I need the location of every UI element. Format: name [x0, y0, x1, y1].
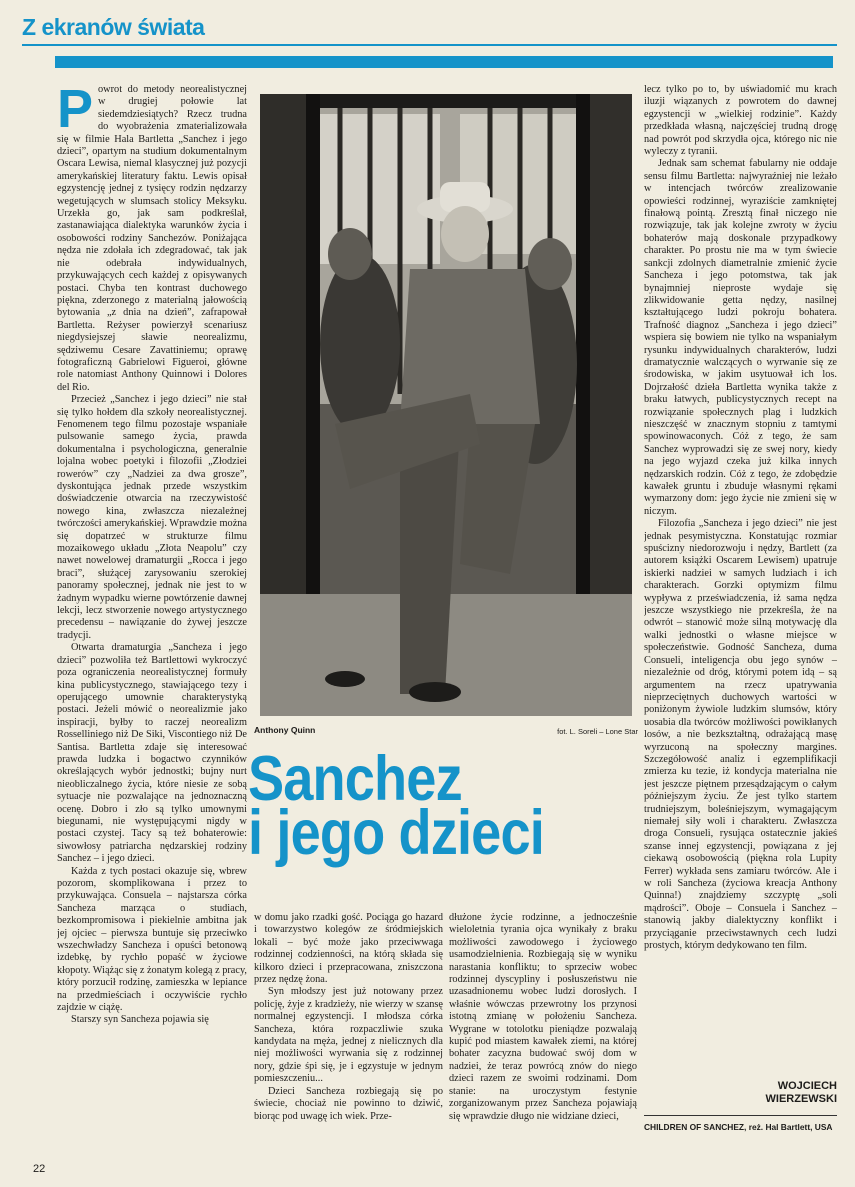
credits-rule: [644, 1115, 837, 1116]
title-line-2: i jego dzieci: [248, 798, 544, 868]
page-number: 22: [33, 1163, 46, 1175]
section-header: Z ekranów świata: [22, 14, 205, 40]
paragraph: Filozofia „Sancheza i jego dzieci” nie jest jednak pesymistyczna. Konstatując rozmiar spuścizny niedorozwoju i nędzy, Bartlett (za autorem książki Oscarem Lewisem) upatruje iskierki nadziei w samych ludziach i ich charakterach. Gorzki optymizm filmu wypływa z przeświadczenia, iż sama nędza jeszcze wszystkiego nie przekreśla, że na odwrót – stanowić może silną motywację dla walki jednostki o własne miejsce w społeczeństwie. Godność Sancheza, duma Consueli, inteligencja obu jego synów – niezależnie od dróg, którymi potem idą – są argumentem na rzecz upatrywania nieprzeciętnych duchowych wartości w poniżonym żywiole ludzkim slumsów, który uosabia dla twórców możliwości powikłanych losów, a nie bezkształtną, odrażającą masę wyrzuconą na społeczny margines. Szczegółowość analiz i egzemplifikacji zmierza ku tezie, iż kondycja materialna nie jest jeszcze piętnem przesądzającym o całym późniejszym życiu. Że jest tylko startem trudniejszym, boleśniejszym, wymagającym niemałej siły woli i charakteru. Zwłaszcza droga Consueli, rysująca ostatecznie jakieś szanse innej egzystencji, powiązana z jej ciekawą osobowością (piękna rola Lupity Ferrer) wykłada sens zamiaru twórców. Ale i w roli Sancheza (życiowa kreacja Anthony Quinna!) znajdziemy szczyptę „soli mądrości”. Oboje – Consuela i Sanchez – stanowią jakby dialektyczny konflikt i przyciąganie przeciwstawnych cech ludzi prostych, którym dedykowano ten film.: [644, 518, 837, 952]
paragraph: Przecież „Sanchez i jego dzieci” nie stał się tylko hołdem dla szkoły neorealistycznej. Fenomenem tego filmu pozostaje wspaniałe pulsowanie samego życia, prawda dokumentalna i psychologiczna, generalnie lojalna wobec poetyki i filozofii „Złodziei rowerów” czy „Nadziei za dwa grosze”, dyskontująca jednak przede wszystkim doświadczenie otwarcia na rzeczywistość nowego kina, zwłaszcza niezależnej twórczości amerykańskiej. Wprawdzie można się dopatrzeć w strukturze filmu mozaikowego układu „Złota Neapolu” czy nawet nowelowej dramaturgii „Rocca i jego braci”, służącej zarysowaniu szerokiej panoramy społecznej, jednak nie jest to w żadnym wypadku wierne powtórzenie dawnej lekcji, lecz stworzenie nowego artystycznego precedensu – nawiązanie do żywej jeszcze tradycji.: [57, 394, 247, 641]
photo-credit: fot. L. Soreli – Lone Star: [557, 727, 638, 736]
paragraph: Syn młodszy jest już notowany przez policję, żyje z kradzieży, nie wierzy w szansę normalnej egzystencji. I młodsza córka Sancheza, która rozpaczliwie szuka kandydata na męża, jednej z nielicznych dla niej możliwości wyrwania się z rodzinnej nory, gdzie śpi się, je i egzystuje w jednym pomieszczeniu...: [254, 986, 443, 1085]
right-column: [644, 84, 837, 1074]
author-last-name: WIERZEWSKI: [765, 1093, 837, 1105]
title-line-1: Sanchez: [248, 744, 462, 814]
photo-illustration: [260, 94, 632, 716]
top-color-band: [55, 56, 833, 68]
paragraph: w domu jako rzadki gość. Pociąga go hazard i towarzystwo kolegów ze śródmiejskich lokali – być może jako przeciwwaga rodzinnej codzienności, na którą składa się kilkoro dzieci i przepracowana, zniszczona przez nędzę żona.: [254, 912, 443, 986]
paragraph: Każda z tych postaci okazuje się, wbrew pozorom, skomplikowana i przez to przykuwająca. Consuela – najstarsza córka Sancheza marząca o studiach, bezkompromisowa i piekielnie ambitna jak jej ojciec – pierwsza buntuje się przeciwko wszechwładzy Sancheza i opuści betonową izdebkę, by rychło popaść w życiowe kłopoty. Wiążąc się z żonatym kolegą z pracy, który porzucił rodzinę, zamieszka w lepiance na przedmieściach i oczywiście rychło zajdzie w ciążę.: [57, 865, 247, 1014]
film-credits: CHILDREN OF SANCHEZ, reż. Hal Bartlett, USA: [644, 1122, 833, 1132]
paragraph: lecz tylko po to, by uświadomić mu krach iluzji wiązanych z powrotem do dawnej egzystencji w „wielkiej rodzinie”. Każdy przedkłada własną, najczęściej trudną drogę nad powrót pod skrzydła ojca, którego nic nie wyleczy z tyranii.: [644, 84, 837, 158]
bottom-column-2: [449, 912, 637, 1159]
author-first-name: WOJCIECH: [777, 1080, 837, 1092]
paragraph: Dzieci Sancheza rozbiegają się po świecie, chociaż nie powinno to dziwić, biorąc pod uwagę ich wiek. Prze-: [254, 1085, 443, 1122]
paragraph: Otwarta dramaturgia „Sancheza i jego dzieci” pozwoliła też Bartlettowi wykroczyć poza ograniczenia neorealistycznej formuły kina publicystycznego, stawiającego tezy i operującego umownie charakterystyką postaci. Jeżeli mówić o neorealizmie jako inspiracji, byłby to raczej neorealizm Rosselliniego niż De Siki, Viscontiego niż De Santisa. Bartletta zdaje się interesować prawda ludzka i bogactwo czynników określających wybór jednostki; bujny nurt nieobliczalnego życia, które niesie ze sobą sytuacje nie pozwalające na jednoznaczną ocenę. Dobro i zło są tylko umownymi biegunami, nie występującymi nigdy w postaci czystej. Tacy są też bohaterowie: siwowłosy patriarcha nędzarskiej rodziny Sanchez – i jego dzieci.: [57, 642, 247, 865]
left-column: [57, 84, 247, 1159]
header-rule: [22, 44, 837, 46]
article-title: [248, 744, 588, 868]
paragraph: owrot do metody neorealistycznej w drugiej połowie lat siedemdziesiątych? Rzecz trudna do wyobrażenia zmaterializowała się w filmie Hala Bartletta „Sanchez i jego dzieci”, opartym na studium dokumentalnym Oscara Lewisa, niemal klasycznej już pozycji amerykańskiej literatury faktu. Lewis opisał egzystencję jednej z tysięcy rodzin nędzarzy wegetujących w slumsach stolicy Meksyku. Urzekła go, jak sam podkreślał, zastanawiająca dialektyka warunków życia i osobowości rodziny Sanchezów. Poniżająca nędza nie zdołała ich zdegradować, tak jak nie odebrała indywidualnych, przykuwających cech każdej z opisywanych postaci. Chyba ten kontrast duchowego piękna, zderzonego z materialną jałowością bytowania „z dnia na dzień”, zafrapował Bartletta. Reżyser powierzył scenariusz niegdysiejszej sławie neorealizmu, sędziwemu Cesare Zavattiniemu; oprawę fotograficzną Gabrielowi Figueroi, główne role natomiast Anthony Quinnowi i Dolores del Rio.: [57, 84, 247, 393]
author-byline: [644, 1080, 837, 1106]
photo-caption: Anthony Quinn: [254, 725, 316, 735]
drop-cap: P: [57, 84, 94, 139]
paragraph: Starszy syn Sancheza pojawia się: [71, 1014, 209, 1026]
paragraph: Jednak sam schemat fabularny nie oddaje sensu filmu Bartletta: najwyraźniej nie leżało w intencjach twórców zrealizowanie opowieści rodzinnej, wyraziście zamkniętej finałową pointą. Zresztą finał niczego nie rozwiązuje, tak jak kolejne zwroty w życiu bohaterów mają doskonale przypadkowy charakter. Po prostu nie ma w tym świecie sankcji zdolnych diametralnie zmienić życie Sancheza i jego potomstwa, tak jak bynajmniej nieproste wydaje się zlikwidowanie getta nędzy, nasilnej kształtującego ludzi pokroju bohatera. Trafność diagnoz „Sancheza i jego dzieci” wspiera się bowiem nie tylko na wspaniałym rysunku indywidualnych charakterów, ludzi dramatycznie walczących o wyrwanie się ze środowiska, w jakim usytuował ich los. Dojrzałość dzieła Bartletta wynika także z braku łatwych, publicystycznych recept na rozwiązanie społecznych plag i ludzkich nieszczęść w znacznym stopniu z tamtymi spowinowaconych. Cóż z tego, że sam Sanchez wyprowadzi się ze swej nory, kiedy na jego wyjazd czeka już kilka innych nędzarskich rodzin. Cóż z tego, że zdobędzie kawałek gruntu i zbuduje własnymi rękami wymarzony dom: jego życie nie zmieni się w niczym.: [644, 158, 837, 517]
bottom-column-1: [254, 912, 443, 1159]
film-still-photo: [260, 94, 632, 716]
paragraph: dłużone życie rodzinne, a jednocześnie wieloletnia tyrania ojca wynikały z braku możliwości zawodowego i życiowego usamodzielnienia. Rozbiegają się w wyniku narastania konfliktu; to sprzeciw wobec rodzinnej dyscypliny i posłuszeństwu nie uzasadnionemu wobec ludzi dorosłych. I właśnie wówczas przewrotny los przynosi istotną zmianę w położeniu Sancheza. Wygrane w totolotku pieniądze pozwalają kupić pod miastem kawałek ziemi, na której bohater zacyzna budować swój dom w nadziei, że teraz powrócą znów do niego dzieci razem ze swoimi rodzinami. Dom stanie: na uroczystym festynie zorganizowanym przez Sancheza pojawiają się wprawdzie długo nie widziane dzieci,: [449, 912, 637, 1122]
